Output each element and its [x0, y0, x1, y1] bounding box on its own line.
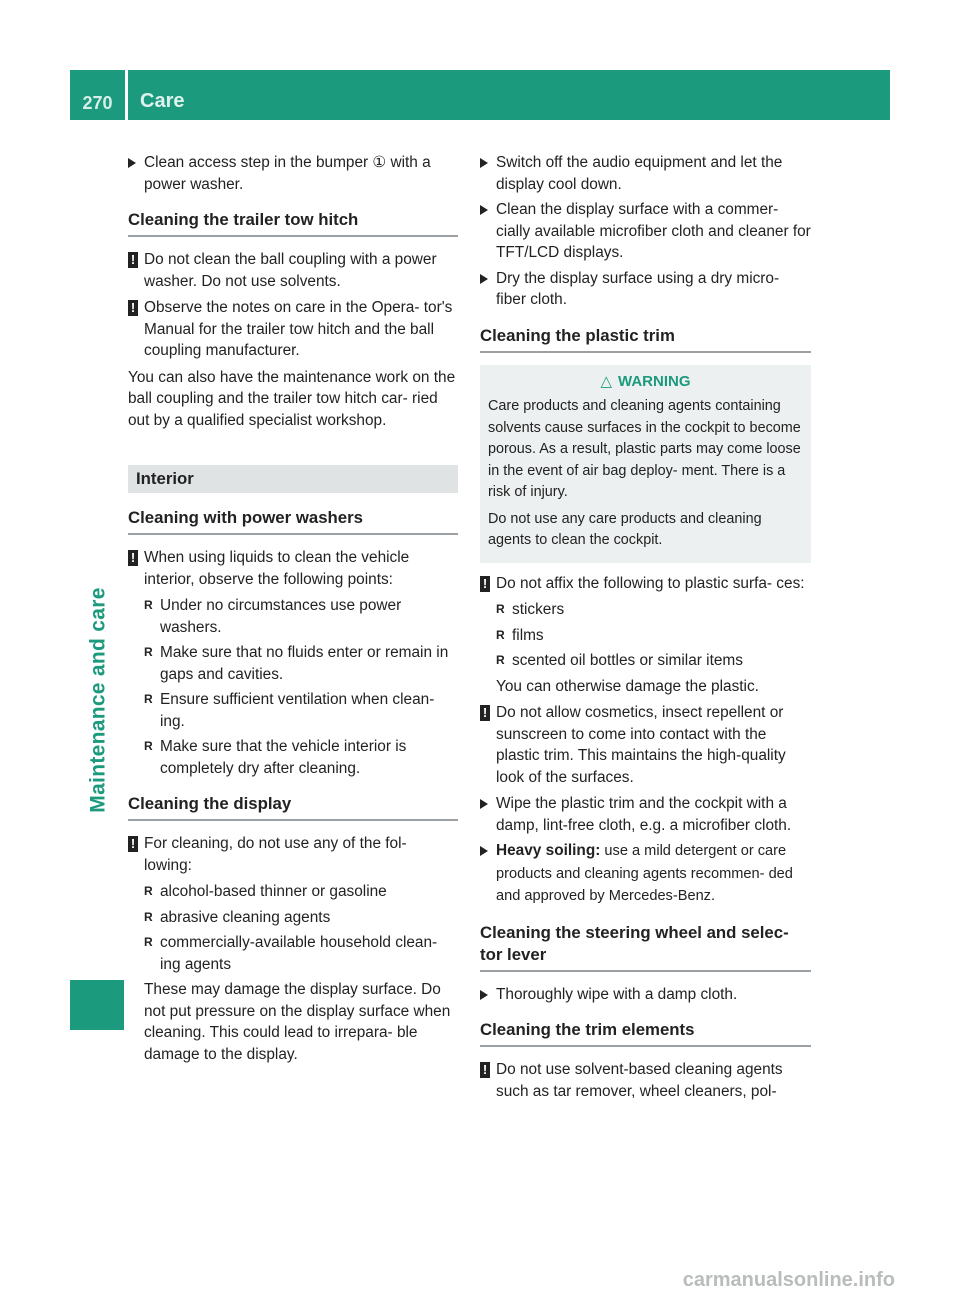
note-text: Do not allow cosmetics, insect repellent or sunscreen to come into contact with the plastic trim. This maintains the high-quality look of the surfaces. [496, 704, 786, 786]
paragraph: You can otherwise damage the plastic. [496, 677, 759, 695]
instruction-text: use a mild detergent or care products and cleaning agents recommen- ded and approved by Mercedes-Benz. [496, 843, 793, 904]
bold-label: Heavy soiling: [496, 842, 601, 859]
page-title: Care [140, 90, 185, 112]
left-column [128, 152, 458, 1070]
exclamation-icon: ! [128, 300, 138, 316]
heading-power-washers: Cleaning with power washers [128, 507, 458, 535]
note [480, 1059, 811, 1102]
heading-trim-elements: Cleaning the trim elements [480, 1019, 811, 1047]
list-item: R Make sure that the vehicle interior is completely dry after cleaning. [144, 736, 458, 779]
paragraph: These may damage the display surface. Do not put pressure on the display surface when cleaning. This could lead to irrepara- ble damage to the display. [144, 981, 451, 1063]
note-text: Do not use solvent-based cleaning agents such as tar remover, wheel cleaners, pol- [496, 1061, 783, 1100]
warning-title [488, 371, 803, 393]
instruction-step: Dry the display surface using a dry micro- fiber cloth. [480, 268, 811, 311]
instruction-step: Clean access step in the bumper ① with a power washer. [128, 152, 458, 195]
instruction-step [480, 840, 811, 908]
exclamation-icon: ! [480, 705, 490, 721]
exclamation-icon: ! [128, 550, 138, 566]
note [128, 833, 458, 876]
exclamation-icon: ! [128, 252, 138, 268]
note-text: Do not affix the following to plastic surfa- ces: [496, 574, 805, 592]
warning-triangle-icon: △ [600, 372, 613, 390]
warning-text: Do not use any care products and cleaning agents to clean the cockpit. [488, 510, 762, 548]
exclamation-icon: ! [480, 1062, 490, 1078]
paragraph: You can also have the maintenance work on the ball coupling and the trailer tow hitch car- ried out by a qualified specialist workshop. [128, 368, 456, 429]
note [128, 297, 458, 362]
page-number: 270 [82, 93, 113, 113]
list-item: R Under no circumstances use power washers. [144, 595, 458, 638]
list-item: R abrasive cleaning agents [144, 907, 458, 929]
note [480, 702, 811, 788]
note-text: For cleaning, do not use any of the fol- lowing: [144, 835, 407, 874]
note-text: When using liquids to clean the vehicle interior, observe the following points: [144, 549, 410, 588]
note [128, 547, 458, 590]
note-text: Do not clean the ball coupling with a power washer. Do not use solvents. [144, 251, 437, 290]
warning-label: WARNING [618, 372, 691, 390]
side-tab-label: Maintenance and care [86, 587, 110, 813]
exclamation-icon: ! [128, 836, 138, 852]
instruction-step: Clean the display surface with a commer- cially available microfiber cloth and cleaner for TFT/LCD displays. [480, 199, 811, 264]
list-item: R stickers [496, 599, 811, 621]
heading-plastic-trim: Cleaning the plastic trim [480, 325, 811, 353]
side-tab-marker [70, 980, 124, 1030]
list-item: R Make sure that no fluids enter or remain in gaps and cavities. [144, 642, 458, 685]
instruction-step: Switch off the audio equipment and let the display cool down. [480, 152, 811, 195]
header-divider [125, 70, 128, 120]
heading-steering-wheel: Cleaning the steering wheel and selec- tor lever [480, 922, 811, 972]
instruction-step: Wipe the plastic trim and the cockpit with a damp, lint-free cloth, e.g. a microfiber cloth. [480, 793, 811, 836]
note-text: Observe the notes on care in the Opera- tor's Manual for the trailer tow hitch and the ball coupling manufacturer. [144, 299, 453, 359]
watermark: carmanualsonline.info [682, 1269, 895, 1291]
list-item: R films [496, 625, 811, 647]
heading-trailer-hitch: Cleaning the trailer tow hitch [128, 209, 458, 237]
section-interior: Interior [128, 465, 458, 493]
warning-box [480, 365, 811, 563]
list-item: R alcohol-based thinner or gasoline [144, 881, 458, 903]
list-item: R scented oil bottles or similar items [496, 650, 811, 672]
note [128, 249, 458, 292]
instruction-step: Thoroughly wipe with a damp cloth. [480, 984, 811, 1006]
right-column [480, 152, 811, 1107]
list-item: R Ensure sufficient ventilation when clean- ing. [144, 689, 458, 732]
note [480, 573, 811, 595]
warning-text: Care products and cleaning agents containing solvents cause surfaces in the cockpit to become porous. As a result, plastic parts may come loose in the event of air bag deploy- ment. There is a risk of injury. [488, 398, 801, 500]
list-item: R commercially-available household clean- ing agents [144, 932, 458, 975]
heading-display: Cleaning the display [128, 793, 458, 821]
header-bar [70, 70, 890, 120]
exclamation-icon: ! [480, 576, 490, 592]
